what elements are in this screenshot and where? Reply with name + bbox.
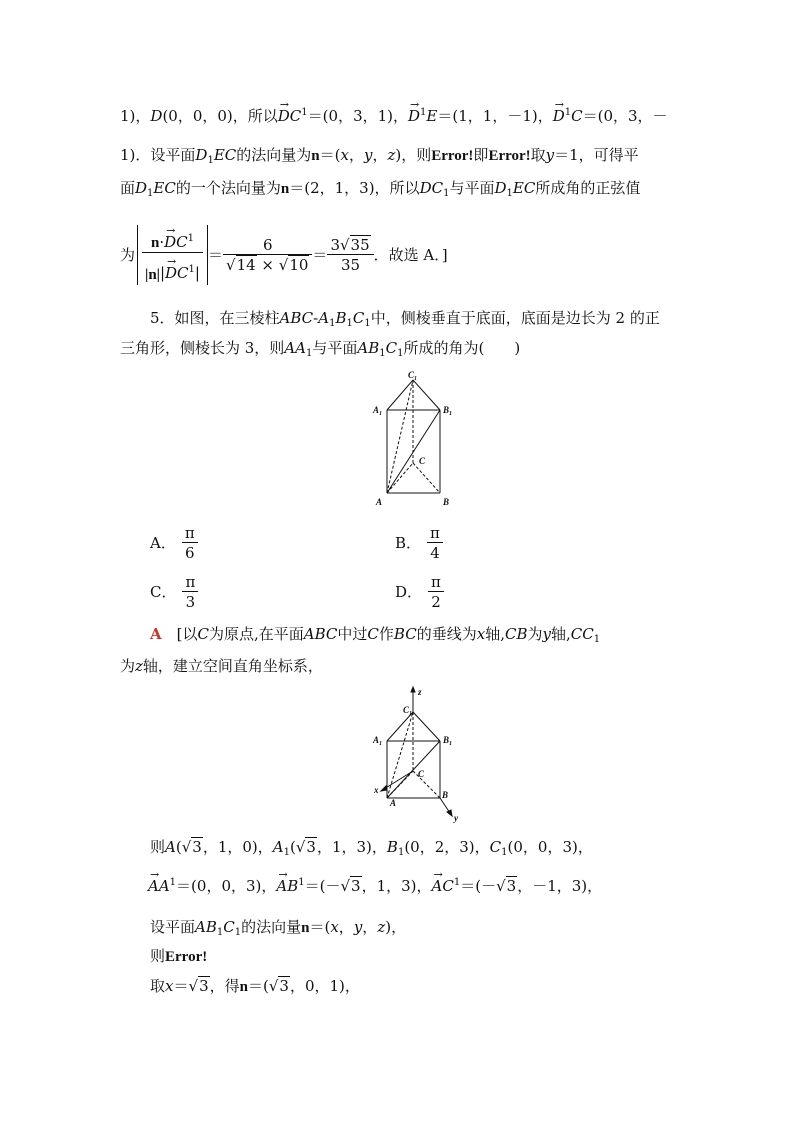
axis-y-label: y bbox=[454, 813, 458, 823]
vector-d1c: → D bbox=[553, 106, 565, 126]
label-b: B bbox=[443, 497, 450, 507]
question-5-line-1: 5．如图，在三棱柱ABC-$A_1B_1C_1$中，侧棱垂直于底面，底面是边长为 2 的正 bbox=[150, 309, 660, 329]
option-c[interactable]: C． $\frac{\pi}{3}$ bbox=[150, 572, 198, 612]
error-marker: Error! bbox=[488, 148, 531, 164]
error-marker: Error! bbox=[165, 949, 208, 965]
option-a[interactable]: A． $\frac{\pi}{6}$ bbox=[150, 523, 198, 563]
label-a1: $A_1$ bbox=[373, 405, 383, 417]
vector-dc1: → DC bbox=[278, 106, 302, 126]
label-a: A bbox=[376, 497, 383, 507]
answer-line-2: 为z轴，建立空间直角坐标系， bbox=[120, 657, 323, 675]
answer-letter: A bbox=[150, 625, 162, 643]
solution-line-2: 1)．设平面$D_1EC$的法向量为n＝(x，y，z)，则Error!即Error!取y＝1，可得平 bbox=[120, 146, 639, 166]
prism-figure bbox=[370, 370, 470, 510]
label-c: C bbox=[419, 456, 426, 466]
axis-z-label: z bbox=[418, 687, 422, 697]
coordinate-prism-figure bbox=[370, 685, 470, 825]
solution-line-3: 面$D_1EC$的一个法向量为n＝(2，1，3)，所以$DC_1$与平面$D_1EC$所成角的正弦值 bbox=[120, 179, 641, 199]
question-5-line-2: 三角形，侧棱长为 3，则$AA_1$与平面$AB_1C_1$所成的角为( ) bbox=[120, 339, 521, 359]
solution-line-1: 1)，D(0，0，0)，所以→ $DC^1=(0$，3，1)，→ $D^1E=(1$，1，－1)，→ $D^1C=(0$，3，－ bbox=[120, 106, 668, 126]
sine-formula: 为 $\frac{n\cdot\to DC^1}{|n||\to DC^1|}$ ＝ $\frac{6}{√14 \times √10}$ ＝ $\frac{3√35}{35}$ ．故选 A．] bbox=[120, 212, 448, 298]
label-a1: $A_1$ bbox=[373, 735, 383, 747]
coordinates-line: 则A(√3，1，0)，$A_1(√3$，1，3)，$B_1(0$，2，3)，$C_1(0$，0，3)， bbox=[150, 838, 593, 858]
option-b[interactable]: B． $\frac{\pi}{4}$ bbox=[395, 523, 443, 563]
label-c1: $C_1$ bbox=[403, 705, 413, 717]
vector-ab1: → AB bbox=[276, 876, 298, 896]
take-x-line: 取x＝√3，得n＝(√3，0，1)， bbox=[150, 977, 360, 995]
label-b1: $B_1$ bbox=[443, 735, 453, 747]
axis-x-label: x bbox=[374, 785, 379, 795]
vector-ac1: → AC bbox=[432, 876, 454, 896]
label-c: C bbox=[418, 769, 425, 779]
label-b1: $B_1$ bbox=[443, 405, 453, 417]
error-marker: Error! bbox=[431, 148, 474, 164]
abs-fraction: $\frac{n\cdot\to DC^1}{|n||\to DC^1|}$ bbox=[137, 225, 208, 285]
normal-vector-line: 设平面$AB_1C_1$的法向量n＝(x，y，z)， bbox=[150, 918, 407, 938]
fraction-result: $\frac{3√35}{35}$ bbox=[327, 236, 373, 275]
label-c1: $C_1$ bbox=[408, 370, 418, 382]
then-line: 则Error! bbox=[150, 947, 208, 965]
option-d[interactable]: D． $\frac{\pi}{2}$ bbox=[395, 572, 444, 612]
label-a: A bbox=[390, 798, 397, 808]
vector-aa1: → AA bbox=[148, 876, 170, 896]
answer-line-1: A [以C为原点,在平面ABC中过C作BC的垂线为x轴,CB为y轴$,CC_1$ bbox=[150, 625, 601, 645]
label-b: B bbox=[442, 790, 449, 800]
fraction-6-over-root: $\frac{6}{√14 \times √10}$ bbox=[223, 236, 312, 275]
vector-d1e: → D bbox=[408, 106, 420, 126]
vectors-line: → $AA^1=(0$，0，3)，→ $AB^1=(-√3$，1，3)，→ $AC^1=(-√3$，－1，3)， bbox=[148, 876, 602, 896]
